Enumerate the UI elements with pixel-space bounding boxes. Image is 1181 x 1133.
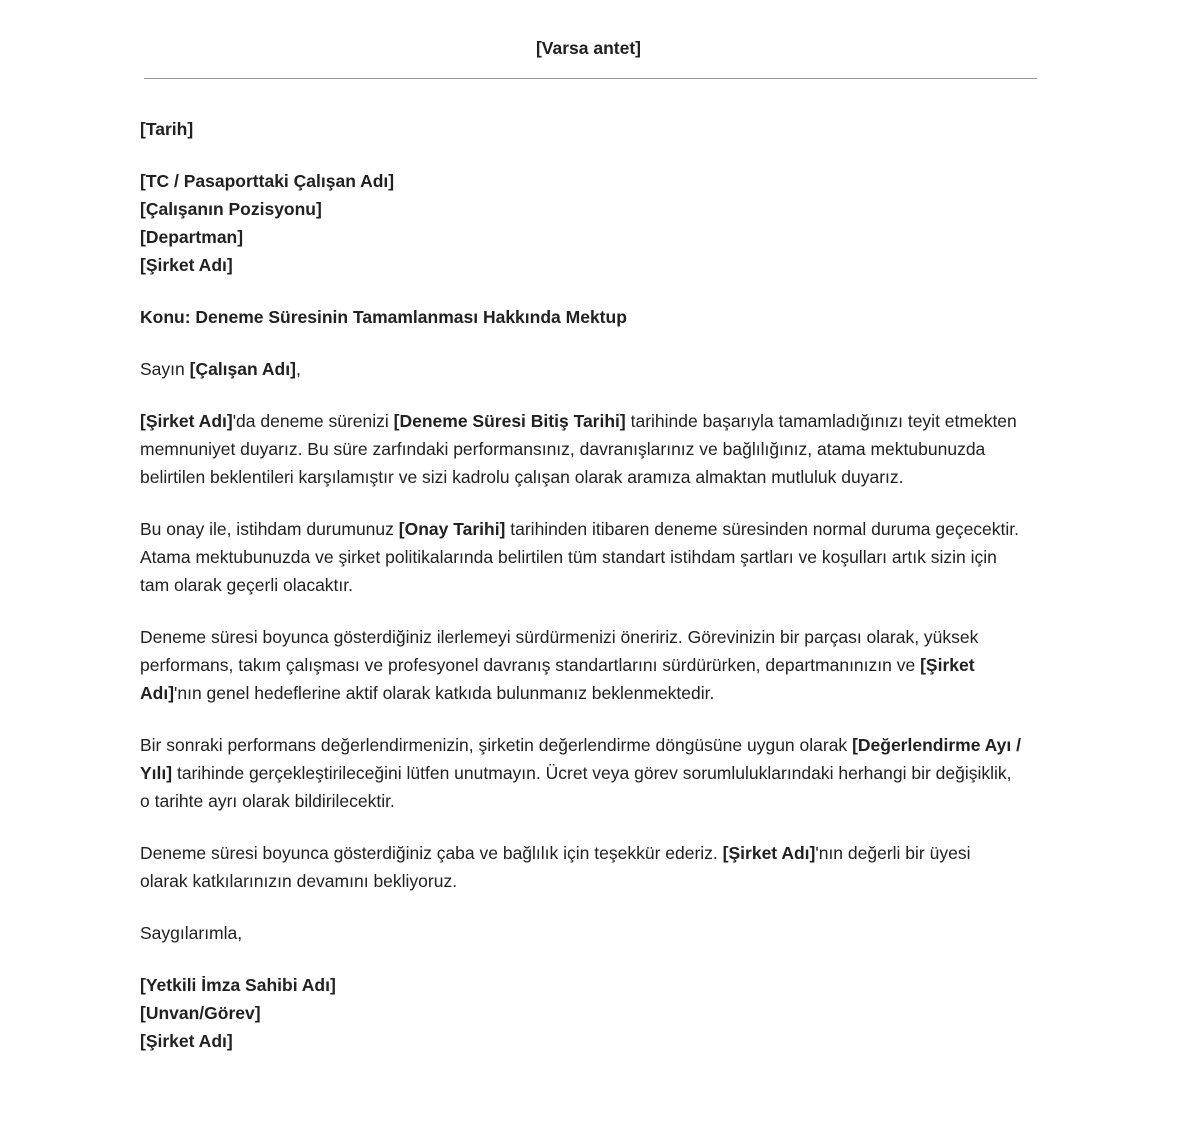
date-placeholder: [Tarih] [140,119,194,139]
placeholder-token: [Deneme Süresi Bitiş Tarihi] [393,411,626,431]
letter-line: [TC / Pasaporttaki Çalışan Adı] [140,171,395,191]
placeholder-token: [Değerlendirme Ayı / Yılı] [140,735,1021,783]
recipient-block [140,167,1037,279]
letterhead-divider [144,78,1037,79]
text-segment: 'nın genel hedeflerine aktif olarak katkıda bulunmanız beklenmektedir. [174,683,715,703]
placeholder-token: [Şirket Adı] [140,411,233,431]
text-segment: 'da deneme sürenizi [232,411,394,431]
subject-block [140,303,1037,331]
letter-paragraph [140,515,1022,599]
text-segment: Bir sonraki performans değerlendirmenizin, şirketin değerlendirme döngüsüne uygun olarak [140,735,853,755]
letter-paragraph [140,839,1022,895]
placeholder-token: [Onay Tarihi] [398,519,506,539]
salutation-line [140,355,1022,383]
text-segment: Deneme süresi boyunca gösterdiğiniz çaba ve bağlılık için teşekkür ederiz. [140,843,723,863]
text-segment: 'nın değerli bir üyesi olarak katkılarınızın devamını bekliyoruz. [140,843,971,891]
subject-line: Konu: Deneme Süresinin Tamamlanması Hakkında Mektup [140,307,627,327]
signature-block [140,971,1037,1055]
placeholder-token: [Çalışan Adı] [189,359,296,379]
text-segment: tarihinden itibaren deneme süresinden normal duruma geçecektir. Atama mektubunuzda ve şirket politikalarında belirtilen tüm standart istihdam şartları ve koşulları artık sizin için tam olarak geçerli olacaktır. [140,519,1020,595]
letter-line: [Yetkili İmza Sahibi Adı] [140,975,336,995]
placeholder-token: [Şirket Adı] [722,843,816,863]
letter-paragraph [140,731,1022,815]
text-segment: Bu onay ile, istihdam durumunuz [140,519,399,539]
letter-line: [Çalışanın Pozisyonu] [140,199,322,219]
text-segment: tarihinde başarıyla tamamladığınızı teyit etmekten memnuniyet duyarız. Bu süre zarfındaki performansınız, davranışlarınız ve bağlılığınız, atama mektubunuzda belirtilen beklentileri karşılamıştır ve sizi kadrolu çalışan olarak aramıza almaktan mutluluk duyarız. [140,411,1017,487]
text-segment: , [295,359,301,379]
letter-line: [Departman] [140,227,244,247]
letter-paragraph [140,407,1022,491]
date-block [140,115,1037,143]
text-segment: Sayın [140,359,190,379]
text-segment: Deneme süresi boyunca gösterdiğiniz ilerlemeyi sürdürmenizi öneririz. Görevinizin bir parçası olarak, yüksek performans, takım çalışması ve profesyonel davranış standartlarını sürdürürken, departmanınızın ve [140,627,979,675]
letter-paragraph [140,623,1022,707]
closing-line: Saygılarımla, [140,923,243,943]
letter-content [140,34,1037,1079]
letter-line: [Şirket Adı] [140,255,233,275]
letter-line: [Unvan/Görev] [140,1003,261,1023]
placeholder-token: [Şirket Adı] [140,655,975,703]
body-paragraphs [140,407,1037,895]
letter-line: [Şirket Adı] [140,1031,233,1051]
text-segment: tarihinde gerçekleştirileceğini lütfen unutmayın. Ücret veya görev sorumluluklarındaki herhangi bir değişiklik, o tarihte ayrı olarak bildirilecektir. [140,763,1012,811]
letterhead-placeholder: [Varsa antet] [535,38,642,58]
